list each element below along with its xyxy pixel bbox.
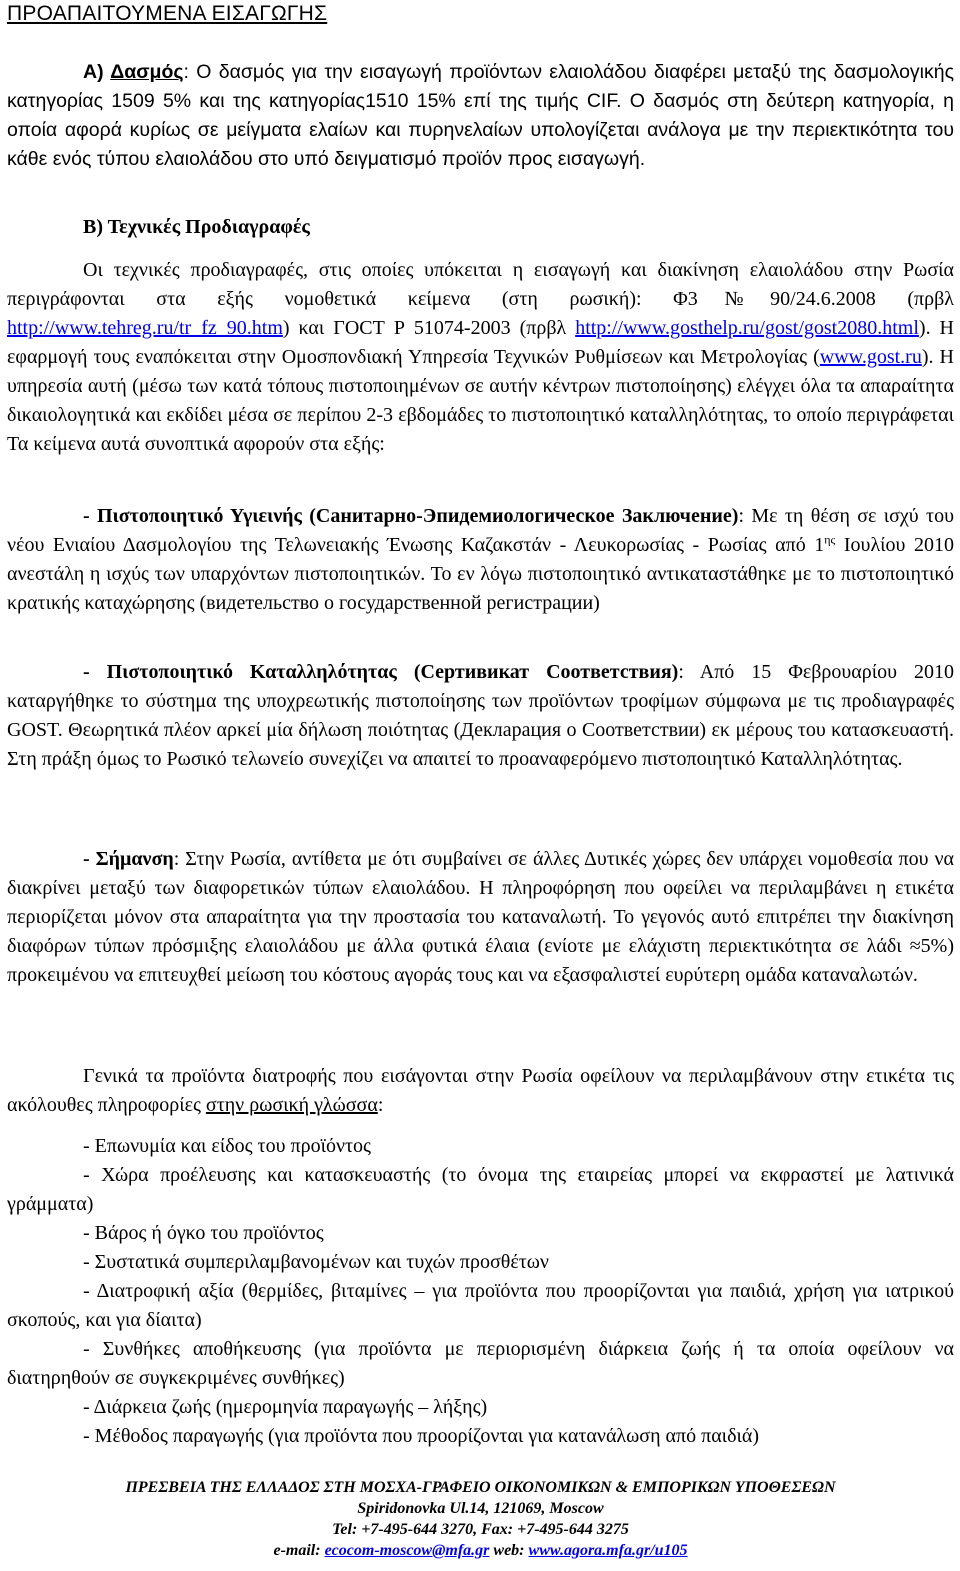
conformity-certificate-label: - Πιστοποιητικό Καταλληλότητας (Сертивикат Соответствия)	[83, 661, 679, 683]
list-item: - Επωνυμία και είδος του προϊόντος	[83, 1135, 371, 1157]
labeling-text: : Στην Ρωσία, αντίθετα με ότι συμβαίνει σε άλλες Δυτικές χώρες δεν υπάρχει νομοθεσία που να διακρίνει μεταξύ των διαφορετικών τύπων ελαιολάδου. Η πληροφόρηση που οφείλει να περιλαμβάνει η ετικέτα περιορίζεται μόνον στα απαραίτητα για την προστασία του καταναλωτή. Το γεγονός αυτό επιτρέπει την διακίνηση διαφόρων τύπων πρόσμιξης ελαιολάδου με άλλα φυτικά έλαια (ενίοτε με ελάχιστη περιεκτικότητα σε λάδι ≈5%) προκειμένου να επιτευχθεί μείωση του κόστους αγοράς τους και να εξασφαλιστεί ευρύτερη ομάδα καταναλωτών.	[7, 848, 955, 986]
technical-specs-heading: Β) Τεχνικές Προδιαγραφές	[83, 216, 310, 238]
footer-web-link[interactable]: www.agora.mfa.gr/u105	[528, 1542, 688, 1559]
specs-text-2: ) και ΓΟСТ Р 51074-2003 (πρβλ	[282, 317, 576, 339]
footer-email-link[interactable]: ecocom-moscow@mfa.gr	[324, 1542, 490, 1559]
list-item: - Βάρος ή όγκο του προϊόντος	[83, 1222, 324, 1244]
tehreg-link[interactable]: http://www.tehreg.ru/tr_fz_90.htm	[7, 317, 283, 339]
footer-address: Spiridonovka Ul.14, 121069, Moscow	[357, 1500, 604, 1517]
list-item: - Μέθοδος παραγωγής (για προϊόντα που προορίζονται για κατανάλωση από παιδιά)	[83, 1425, 760, 1447]
specs-text-4: ). Η υπηρεσία αυτή (μέσω των κατά τόπους πιστοποιημένων σε αυτήν κέντρων πιστοποίησης) ελέγχει όλα τα απαραίτητα δικαιολογητικά και εκδίδει μέσα σε περίπου 2-3 εβδομάδες το πιστοποιητικό καταλληλότητας, το οποίο περιγράφεται Τα κείμενα αυτά συνοπτικά αφορούν στα εξής:	[7, 346, 955, 455]
footer-embassy-name: ΠΡΕΣΒΕΙΑ ΤΗΣ ΕΛΛΑΔΟΣ ΣΤΗ ΜΟΣΧΑ-ΓΡΑΦΕΙΟ ΟΙΚΟΝΟΜΙΚΩΝ & ΕΜΠΟΡΙΚΩΝ ΥΠΟΘΕΣΕΩΝ	[125, 1479, 836, 1496]
page-title: ΠΡΟΑΠΑΙΤΟΥΜΕΝΑ ΕΙΣΑΓΩΓΗΣ	[7, 2, 328, 25]
duty-label-prefix: Α)	[83, 61, 111, 83]
footer-contacts	[7, 1540, 954, 1561]
list-item: - Χώρα προέλευσης και κατασκευαστής (το όνομα της εταιρείας μπορεί να εκφραστεί με λατινικά γράμματα)	[7, 1164, 954, 1215]
hygiene-text-2: Ιουλίου 2010 ανεστάλη η ισχύς των υπαρχόντων πιστοποιητικών. Το εν λόγω πιστοποιητικό αντικαταστάθηκε με το πιστοποιητικό κρατικής καταχώρησης (видетельство о государственной регистрации)	[7, 534, 954, 614]
embassy-footer	[7, 1477, 954, 1561]
technical-specs-paragraph	[7, 256, 954, 459]
gosthelp-link[interactable]: http://www.gosthelp.ru/gost/gost2080.html	[575, 317, 919, 339]
duty-label: Δασμός	[110, 61, 184, 83]
specs-text-3: ). Η εφαρμογή τους εναπόκειται στην Ομοσπονδιακή Υπηρεσία Τεχνικών Ρυθμίσεων και Μετρολογίας (	[7, 317, 954, 368]
list-item: - Διάρκεια ζωής (ημερομηνία παραγωγής – λήξης)	[83, 1396, 488, 1418]
labeling-paragraph	[7, 845, 954, 990]
footer-web-label: web:	[489, 1542, 529, 1559]
hygiene-sup: ης	[824, 532, 836, 547]
gost-link[interactable]: www.gost.ru	[819, 346, 922, 368]
general-paragraph	[7, 1062, 954, 1120]
duty-paragraph	[7, 58, 954, 174]
conformity-text: : Από 15 Φεβρουαρίου 2010 καταργήθηκε το σύστημα της υποχρεωτικής πιστοποίησης των προϊόντων τροφίμων σύμφωνα με τις προδιαγραφές GOST. Θεωρητικά πλέον αρκεί μία δήλωση ποιότητας (Декларация о Соответствии) εκ μέρους του κατασκευαστή. Στη πράξη όμως το Ρωσικό τελωνείο συνεχίζει να απαιτεί το προαναφερόμενο πιστοποιητικό Καταλληλότητας.	[7, 661, 954, 770]
specs-text-1: Οι τεχνικές προδιαγραφές, στις οποίες υπόκειται η εισαγωγή και διακίνηση ελαιολάδου στην Ρωσία περιγράφονται στα εξής νομοθετικά κείμενα (στη ρωσική): Φ3№90/24.6.2008 (πρβλ	[7, 259, 954, 310]
duty-text: : Ο δασμός για την εισαγωγή προϊόντων ελαιολάδου διαφέρει μεταξύ της δασμολογικής κατηγορίας 1509 5% και της κατηγορίας1510 15% επί της τιμής CIF. Ο δασμός στη δεύτερη κατηγορία, η οποία αφορά κυρίως σε μείγματα ελαίων και πυρηνελαίων υπολογίζεται ανάλογα με την περιεκτικότητα του κάθε ενός τύπου ελαιολάδου στο υπό δειγματισμό προϊόν προς εισαγωγή.	[7, 61, 954, 170]
list-item: - Συστατικά συμπεριλαμβανομένων και τυχών προσθέτων	[83, 1251, 549, 1273]
hygiene-certificate-label: - Πιστοποιητικό Υγιεινής (Санитарно-Эпидемиологическое Заключение)	[83, 505, 739, 527]
footer-email-label: e-mail:	[273, 1542, 325, 1559]
general-text: Γενικά τα προϊόντα διατροφής που εισάγονται στην Ρωσία οφείλουν να περιλαμβάνουν στην ετικέτα τις ακόλουθες πληροφορίες	[7, 1065, 954, 1116]
footer-phone-fax: Tel: +7-495-644 3270, Fax: +7-495-644 3275	[332, 1521, 629, 1538]
general-colon: :	[377, 1094, 384, 1116]
label-requirements-list	[7, 1132, 954, 1451]
conformity-certificate-paragraph	[7, 658, 954, 774]
list-item: - Συνθήκες αποθήκευσης (για προϊόντα με περιορισμένη διάρκεια ζωής ή τα οποία οφείλουν να διατηρηθούν σε συγκεκριμένες συνθήκες)	[7, 1338, 954, 1389]
hygiene-certificate-paragraph	[7, 502, 954, 618]
list-item: - Διατροφική αξία (θερμίδες, βιταμίνες – για προϊόντα που προορίζονται για παιδιά, χρήση για ιατρικού σκοπούς, και για δίαιτα)	[7, 1280, 954, 1331]
hygiene-text-1: : Με τη θέση σε ισχύ του νέου Ενιαίου Δασμολογίου της Τελωνειακής Ένωσης Καζακστάν - Λευκορωσίας - Ρωσίας από 1	[7, 505, 954, 556]
russian-language-underlined: στην ρωσική γλώσσα	[205, 1094, 378, 1116]
labeling-label: - Σήμανση	[83, 848, 174, 870]
